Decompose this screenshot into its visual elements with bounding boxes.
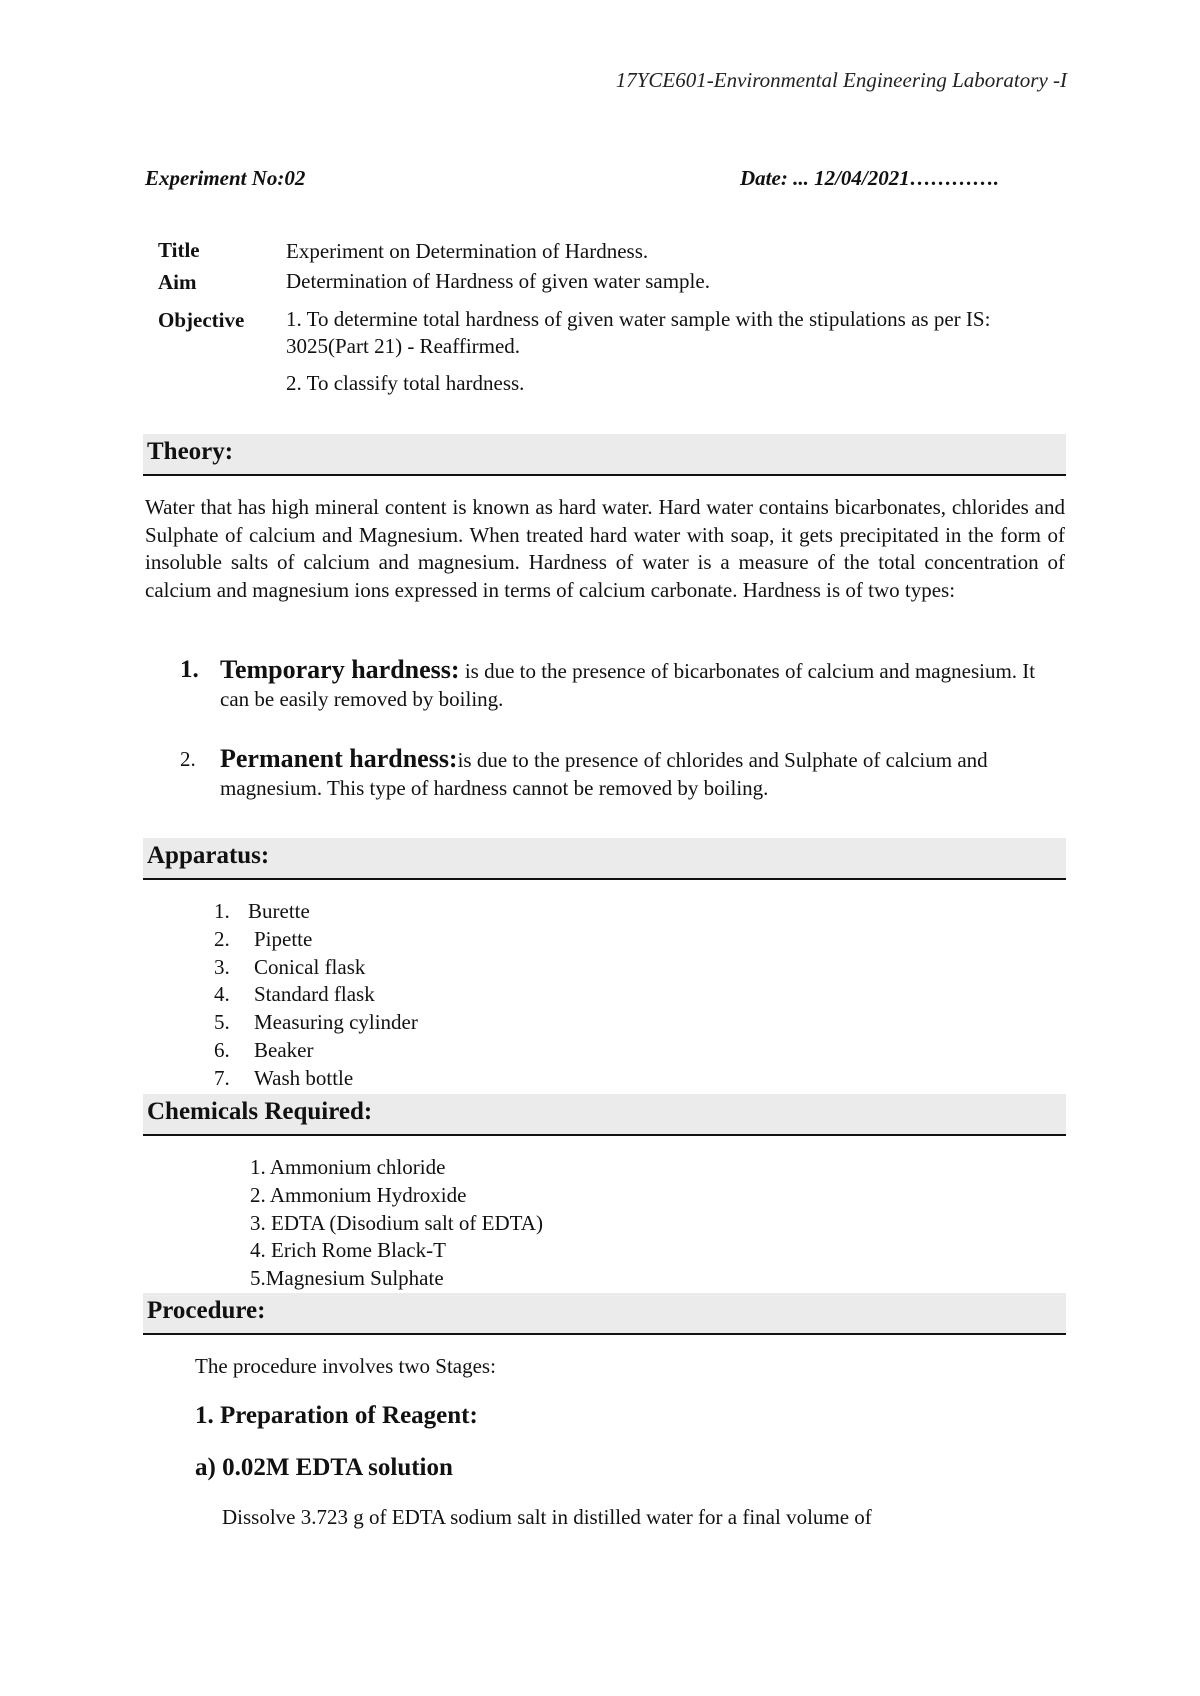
theory-paragraph: Water that has high mineral content is known as hard water. Hard water contains bicarbonates, chlorides and Sulphate of calcium and Magnesium. When treated hard water with soap, it gets precipitated in the form of insoluble salts of calcium and magnesium. Hardness of water is a measure of the total concentration of calcium and magnesium ions expressed in terms of calcium carbonate. Hardness is of two types: [145, 495, 1065, 602]
list-item-text: Burette [248, 899, 310, 923]
apparatus-heading: Apparatus: [147, 842, 270, 869]
list-item-text: Wash bottle [254, 1065, 354, 1090]
procedure-heading-bar [143, 1293, 1066, 1335]
procedure-intro: The procedure involves two Stages: [195, 1354, 496, 1378]
list-item-number: 4. [214, 982, 230, 1007]
procedure-subheading: a) 0.02M EDTA solution [195, 1454, 453, 1481]
aim-value: Determination of Hardness of given water sample. [286, 269, 710, 293]
objective-label: Objective [158, 308, 245, 332]
objective-2: 2. To classify total hardness. [286, 371, 525, 395]
list-item-number: 6. [214, 1037, 230, 1062]
chemicals-list [250, 1154, 543, 1293]
hardness-type-desc: is due to the presence of bicarbonates of calcium and magnesium. It can be easily removed by boiling. [220, 659, 1036, 711]
chemicals-heading: Chemicals Required: [147, 1098, 373, 1125]
list-item-number: 1. [214, 899, 230, 923]
list-item-number: 7. [214, 1065, 230, 1090]
experiment-number: Experiment No:02 [145, 166, 306, 190]
list-item-number: 5. [214, 1010, 230, 1035]
title-value: Experiment on Determination of Hardness. [286, 239, 649, 263]
list-item: 1. Ammonium chloride [250, 1155, 446, 1179]
list-item-number: 3. [214, 954, 230, 979]
list-item: 5.Magnesium Sulphate [250, 1266, 444, 1291]
hardness-type-desc: is due to the presence of chlorides and Sulphate of calcium and magnesium. This type of hardness cannot be removed by boiling. [220, 748, 988, 800]
procedure-stage-heading: 1. Preparation of Reagent: [195, 1402, 478, 1429]
list-item: 3. EDTA (Disodium salt of EDTA) [250, 1210, 543, 1235]
hardness-type-text [220, 745, 1060, 802]
hardness-type-number: 1. [180, 656, 199, 683]
list-item-text: Beaker [254, 1037, 314, 1062]
apparatus-heading-bar [143, 838, 1066, 880]
chemicals-heading-bar [143, 1094, 1066, 1136]
hardness-type-number: 2. [180, 747, 196, 771]
hardness-type-text [220, 656, 1060, 713]
theory-heading-bar [143, 434, 1066, 476]
running-header: 17YCE601-Environmental Engineering Laboratory -I [615, 68, 1067, 92]
list-item-text: Standard flask [254, 982, 375, 1007]
list-item: 4. Erich Rome Black-T [250, 1238, 446, 1263]
hardness-type-term: Permanent hardness: [220, 744, 458, 773]
experiment-date: Date: ... 12/04/2021…………. [740, 166, 999, 190]
procedure-heading: Procedure: [147, 1297, 266, 1324]
procedure-text: Dissolve 3.723 g of EDTA sodium salt in distilled water for a final volume of [222, 1505, 872, 1529]
list-item-number: 2. [214, 926, 230, 951]
list-item: 2. Ammonium Hydroxide [250, 1182, 467, 1207]
aim-label: Aim [158, 270, 197, 294]
list-item-text: Measuring cylinder [254, 1010, 418, 1035]
objective-1: 1. To determine total hardness of given water sample with the stipulations as per IS: 3025(Part 21) - Reaffirmed. [286, 307, 991, 358]
title-label: Title [158, 238, 200, 262]
list-item-text: Conical flask [254, 954, 366, 979]
list-item-text: Pipette [254, 926, 313, 951]
hardness-type-term: Temporary hardness: [220, 655, 460, 684]
theory-heading: Theory: [147, 438, 234, 465]
